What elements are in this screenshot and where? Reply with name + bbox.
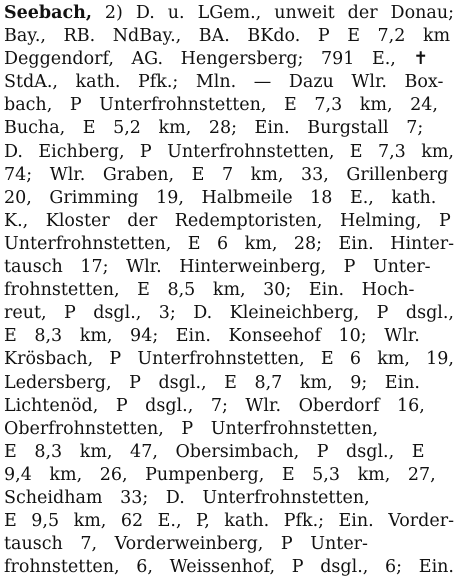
entry-line-24: tausch 7, Vorderweinberg, P Unter- [4,534,368,555]
entry-line-8: 74; Wlr. Graben, E 7 km, 33, Grillenberg [4,164,449,185]
entry-line-5: bach, P Unterfrohnstetten, E 7,3 km, 24, [4,95,438,116]
entry-line-22: Scheidham 33; D. Unterfrohnstetten, [4,487,370,508]
entry-line-14: reut, P dsgl., 3; D. Kleineichberg, P dsgl., [4,303,454,324]
entry-line-3: Deggendorf, AG. Hengersberg; 791 E., ✝ [4,49,429,70]
entry-line-6: Bucha, E 5,2 km, 28; Ein. Burgstall 7; [4,118,424,139]
entry-line-15: E 8,3 km, 94; Ein. Konseehof 10; Wlr. [4,326,420,347]
entry-line-23: E 9,5 km, 62 E., P, kath. Pfk.; Ein. Vorder- [4,511,454,532]
entry-line-20: E 8,3 km, 47, Obersimbach, P dsgl., E [4,441,425,462]
entry-line-18: Lichtenöd, P dsgl., 7; Wlr. Oberdorf 16, [4,395,425,416]
entry-line-19: Oberfrohnstetten, P Unterfrohnstetten, [4,418,379,439]
entry-line-17: Ledersberg, P dsgl., E 8,7 km, 9; Ein. [4,372,420,393]
entry-line-25: frohnstetten, 6, Weissenhof, P dsgl., 6; Ein. [4,557,454,578]
entry-line-2: Bay., RB. NdBay., BA. BKdo. P E 7,2 km [4,26,451,47]
entry-line-12: tausch 17; Wlr. Hinterweinberg, P Unter- [4,257,431,278]
entry-headword: Seebach, [4,3,92,23]
entry-line-9: 20, Grimming 19, Halbmeile 18 E., kath. [4,187,437,208]
entry-line-13: frohnstetten, E 8,5 km, 30; Ein. Hoch- [4,280,415,301]
entry-line-1-text: 2) D. u. LGem., unweit der Donau; [91,3,454,23]
entry-line-16: Krösbach, P Unterfrohnstetten, E 6 km, 19, [4,349,454,370]
entry-line-11: Unterfrohnstetten, E 6 km, 28; Ein. Hinter- [4,233,454,254]
entry-line-4: StdA., kath. Pfk.; Mln. — Dazu Wlr. Box- [4,72,444,93]
entry-line-7: D. Eichberg, P Unterfrohnstetten, E 7,3 km, [4,141,454,162]
entry-line-1 [4,2,454,25]
entry-line-21: 9,4 km, 26, Pumpenberg, E 5,3 km, 27, [4,464,436,485]
entry-line-10: K., Kloster der Redemptoristen, Helming, P [4,210,451,231]
